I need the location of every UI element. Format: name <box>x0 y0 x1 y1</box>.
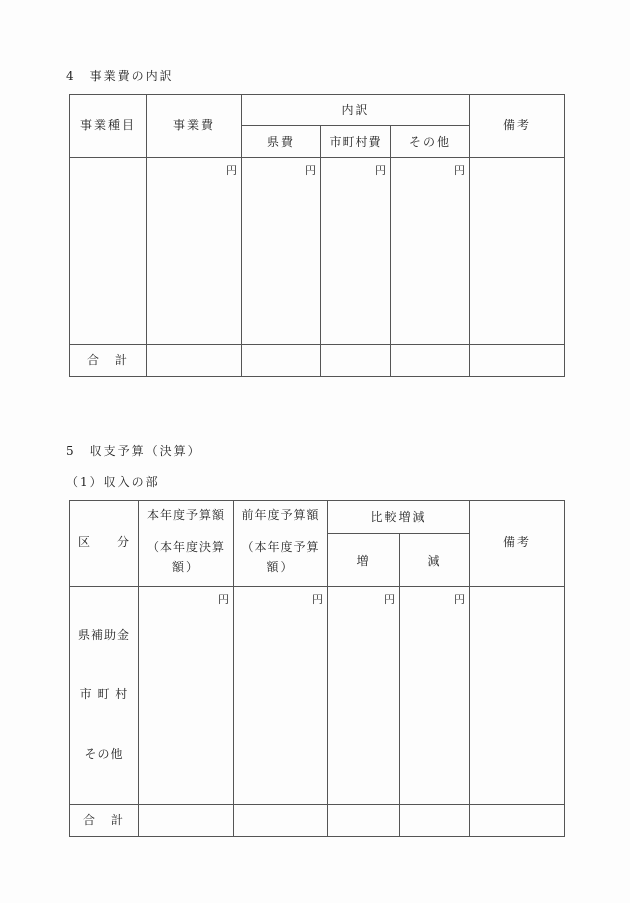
header-muni: 市町村費 <box>329 135 382 149</box>
header-decrease: 減 <box>427 554 442 568</box>
header-current-line2: （本年度決算 <box>146 540 225 554</box>
header-pref: 県費 <box>266 135 295 149</box>
total-label: 合 計 <box>86 353 129 367</box>
unit-yen: 円 <box>305 164 316 177</box>
section-5-subtitle: （1）収入の部 <box>66 475 160 489</box>
header-prev-line1: 前年度予算額 <box>241 508 320 522</box>
unit-yen: 円 <box>454 164 465 177</box>
header-breakdown: 内訳 <box>341 103 370 117</box>
header-increase: 増 <box>356 554 371 568</box>
header-compare: 比較増減 <box>370 510 427 524</box>
unit-yen: 円 <box>312 593 323 606</box>
section-5-title: 5 収支予算（決算） <box>66 444 202 458</box>
header-other: その他 <box>408 135 451 149</box>
header-prev-line2: （本年度予算 <box>241 540 320 554</box>
header-current-line1: 本年度予算額 <box>146 508 225 522</box>
unit-yen: 円 <box>226 164 237 177</box>
total-label: 合 計 <box>82 813 125 827</box>
header-remarks: 備考 <box>502 118 531 132</box>
unit-yen: 円 <box>384 593 395 606</box>
header-prev-line3: 額） <box>266 560 295 574</box>
header-current-line3: 額） <box>171 560 200 574</box>
header-item: 事業種目 <box>79 118 136 132</box>
header-remarks: 備考 <box>502 535 531 549</box>
row-label-municipality: 市 町 村 <box>79 687 129 701</box>
unit-yen: 円 <box>454 593 465 606</box>
row-label-pref-subsidy: 県補助金 <box>77 628 130 642</box>
unit-yen: 円 <box>375 164 386 177</box>
section-4-title: 4 事業費の内訳 <box>66 69 174 83</box>
header-cost: 事業費 <box>172 118 215 132</box>
header-category: 区 分 <box>77 535 130 549</box>
row-label-other: その他 <box>84 747 124 761</box>
unit-yen: 円 <box>218 593 229 606</box>
